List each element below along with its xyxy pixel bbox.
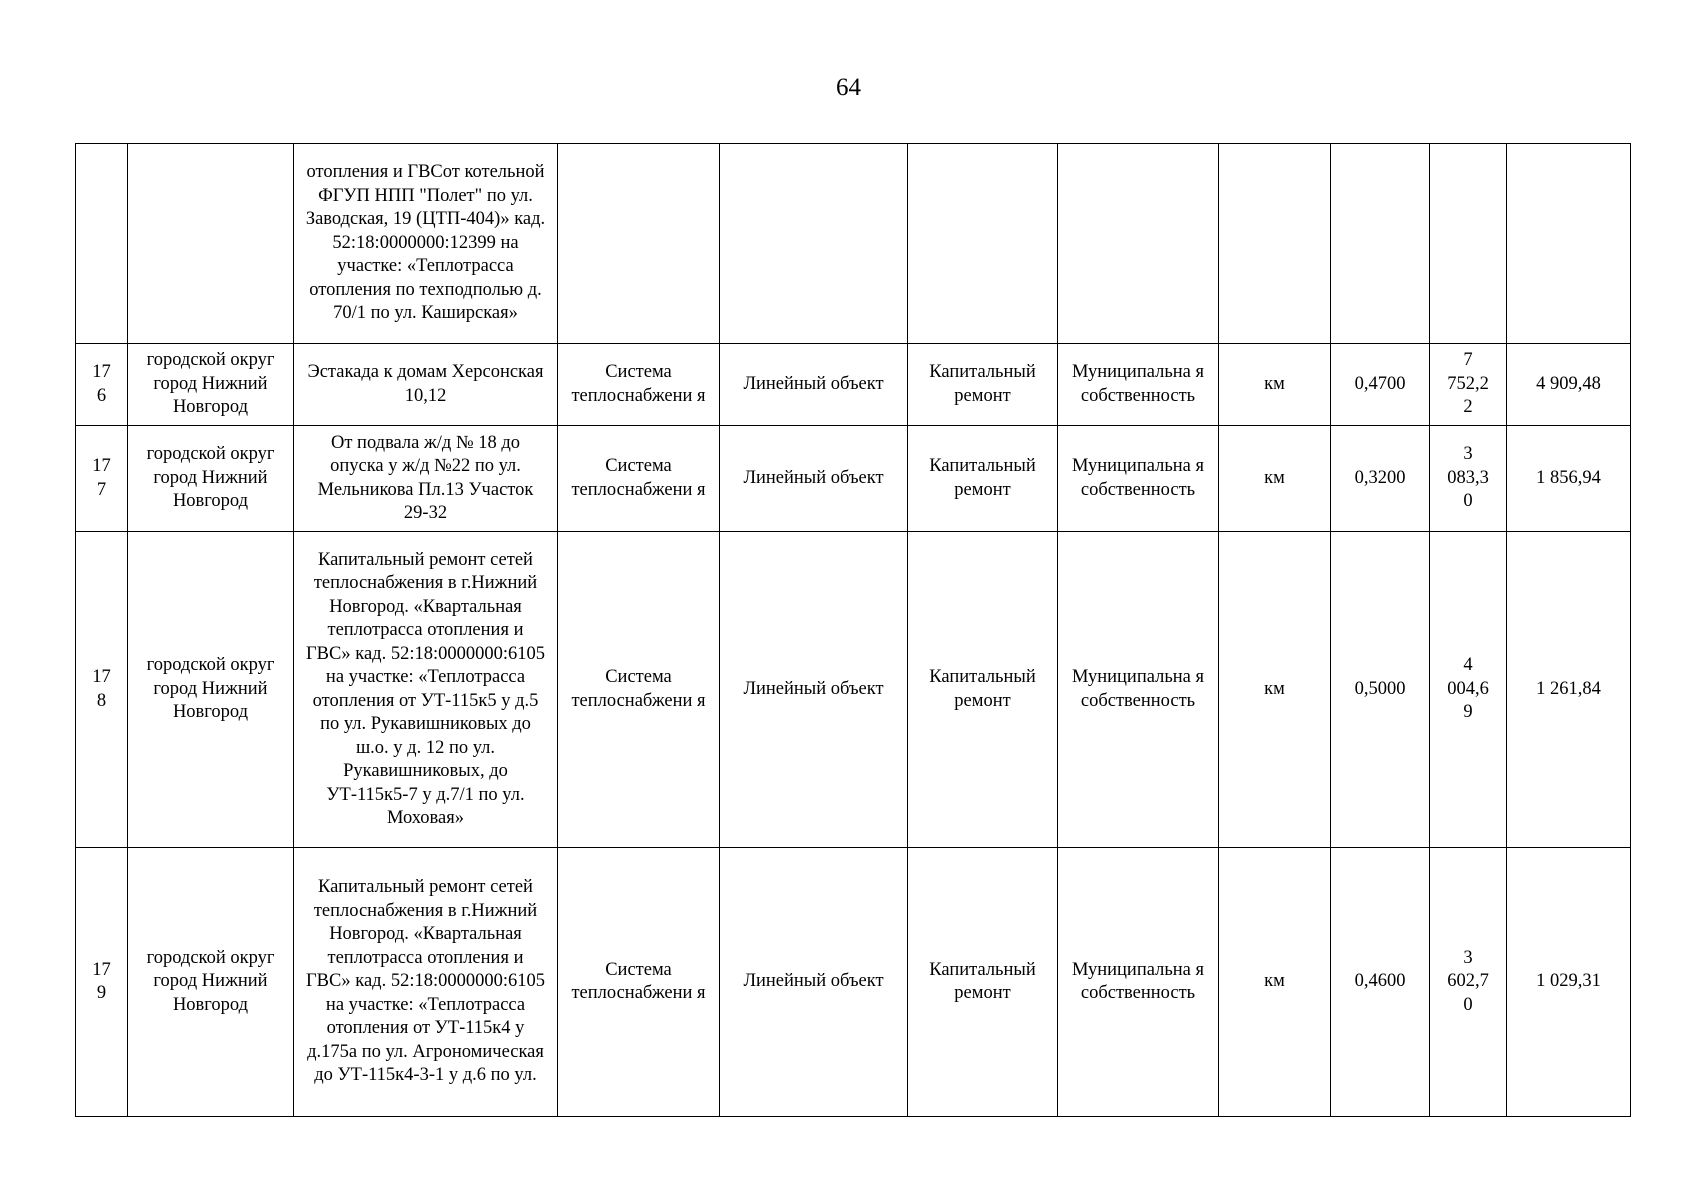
cost-cell-line: 0 (1463, 491, 1473, 512)
unit-cell: км (1219, 344, 1331, 426)
page-number: 64 (836, 74, 861, 101)
unit-cell (1219, 144, 1331, 344)
length-cell: 0,3200 (1331, 426, 1430, 532)
row-number-cell-line: 6 (96, 385, 107, 406)
work-type-cell: Капитальный ремонт (908, 426, 1058, 532)
work-type-cell (908, 144, 1058, 344)
system-cell: Система теплоснабжени я (558, 344, 720, 426)
municipality-cell: городской округ город Нижний Новгород (128, 848, 294, 1117)
cost-cell-line: 004,6 (1447, 678, 1489, 699)
object-type-cell (720, 144, 908, 344)
total-cell: 4 909,48 (1507, 344, 1631, 426)
cost-cell-line: 3 (1463, 947, 1473, 968)
work-type-cell: Капитальный ремонт (908, 344, 1058, 426)
table-row (76, 848, 1631, 1117)
table-body (76, 144, 1631, 1117)
row-number-cell-line: 17 (92, 362, 111, 382)
cost-cell-line: 752,2 (1447, 373, 1489, 394)
row-number-cell-line: 17 (92, 959, 111, 980)
municipality-cell: городской округ город Нижний Новгород (128, 344, 294, 426)
address-cell: отопления и ГВСот котельной ФГУП НПП "Полет" по ул. Заводская, 19 (ЦТП-404)» кад. 52:18:0000000:12399 на участке: «Теплотрасса отопления по техподполью д. 70/1 по ул. Каширская» (294, 144, 558, 344)
cost-cell (1430, 344, 1507, 426)
row-number-cell (76, 144, 128, 344)
system-cell: Система теплоснабжени я (558, 848, 720, 1117)
length-cell: 0,4700 (1331, 344, 1430, 426)
row-number-cell-line: 8 (96, 690, 107, 711)
cost-cell-line: 7 (1463, 350, 1473, 371)
work-type-cell: Капитальный ремонт (908, 848, 1058, 1117)
system-cell (558, 144, 720, 344)
table-row (76, 344, 1631, 426)
ownership-cell: Муниципальна я собственность (1058, 426, 1219, 532)
unit-cell: км (1219, 426, 1331, 532)
cost-cell-line: 0 (1463, 994, 1473, 1015)
ownership-cell: Муниципальна я собственность (1058, 848, 1219, 1117)
ownership-cell: Муниципальна я собственность (1058, 532, 1219, 848)
row-number-cell-line: 9 (96, 983, 107, 1003)
municipality-cell: городской округ город Нижний Новгород (128, 532, 294, 848)
cost-cell (1430, 144, 1507, 344)
cost-cell-line: 083,3 (1447, 467, 1489, 488)
table-row (76, 532, 1631, 848)
object-type-cell: Линейный объект (720, 426, 908, 532)
total-cell (1507, 144, 1631, 344)
row-number-cell-line: 17 (92, 667, 111, 687)
row-number-cell (76, 848, 128, 1117)
row-number-cell (76, 426, 128, 532)
row-number-cell (76, 344, 128, 426)
cost-cell-line: 3 (1463, 444, 1473, 465)
ownership-cell: Муниципальна я собственность (1058, 344, 1219, 426)
address-cell: Капитальный ремонт сетей теплоснабжения в г.Нижний Новгород. «Квартальная теплотрасса отопления и ГВС» кад. 52:18:0000000:6105 на участке: «Теплотрасса отопления от УТ-115к5 у д.5 по ул. Рукавишниковых до ш.о. у д. 12 по ул. Рукавишниковых, до УТ-115к5-7 у д.7/1 по ул. Моховая» (294, 532, 558, 848)
length-cell (1331, 144, 1430, 344)
system-cell: Система теплоснабжени я (558, 426, 720, 532)
length-cell: 0,4600 (1331, 848, 1430, 1117)
table-row (76, 144, 1631, 344)
unit-cell: км (1219, 848, 1331, 1117)
total-cell: 1 261,84 (1507, 532, 1631, 848)
municipality-cell: городской округ город Нижний Новгород (128, 426, 294, 532)
object-type-cell: Линейный объект (720, 532, 908, 848)
object-type-cell: Линейный объект (720, 344, 908, 426)
system-cell: Система теплоснабжени я (558, 532, 720, 848)
municipality-cell (128, 144, 294, 344)
cost-cell-line: 602,7 (1447, 971, 1489, 992)
cost-cell (1430, 426, 1507, 532)
cost-cell-line: 4 (1463, 655, 1473, 676)
total-cell: 1 856,94 (1507, 426, 1631, 532)
row-number-cell-line: 7 (96, 479, 107, 500)
unit-cell: км (1219, 532, 1331, 848)
table-row (76, 426, 1631, 532)
object-type-cell: Линейный объект (720, 848, 908, 1117)
length-cell: 0,5000 (1331, 532, 1430, 848)
works-table (75, 143, 1631, 1117)
address-cell: От подвала ж/д № 18 до опуска у ж/д №22 по ул. Мельникова Пл.13 Участок 29-32 (294, 426, 558, 532)
row-number-cell-line: 17 (92, 456, 111, 476)
cost-cell-line: 9 (1463, 702, 1473, 723)
address-cell: Капитальный ремонт сетей теплоснабжения в г.Нижний Новгород. «Квартальная теплотрасса отопления и ГВС» кад. 52:18:0000000:6105 на участке: «Теплотрасса отопления от УТ-115к4 у д.175а по ул. Агрономическая до УТ-115к4-3-1 у д.6 по ул. (294, 848, 558, 1117)
cost-cell (1430, 532, 1507, 848)
ownership-cell (1058, 144, 1219, 344)
cost-cell (1430, 848, 1507, 1117)
row-number-cell (76, 532, 128, 848)
cost-cell-line: 2 (1463, 397, 1473, 418)
work-type-cell: Капитальный ремонт (908, 532, 1058, 848)
total-cell: 1 029,31 (1507, 848, 1631, 1117)
address-cell: Эстакада к домам Херсонская 10,12 (294, 344, 558, 426)
